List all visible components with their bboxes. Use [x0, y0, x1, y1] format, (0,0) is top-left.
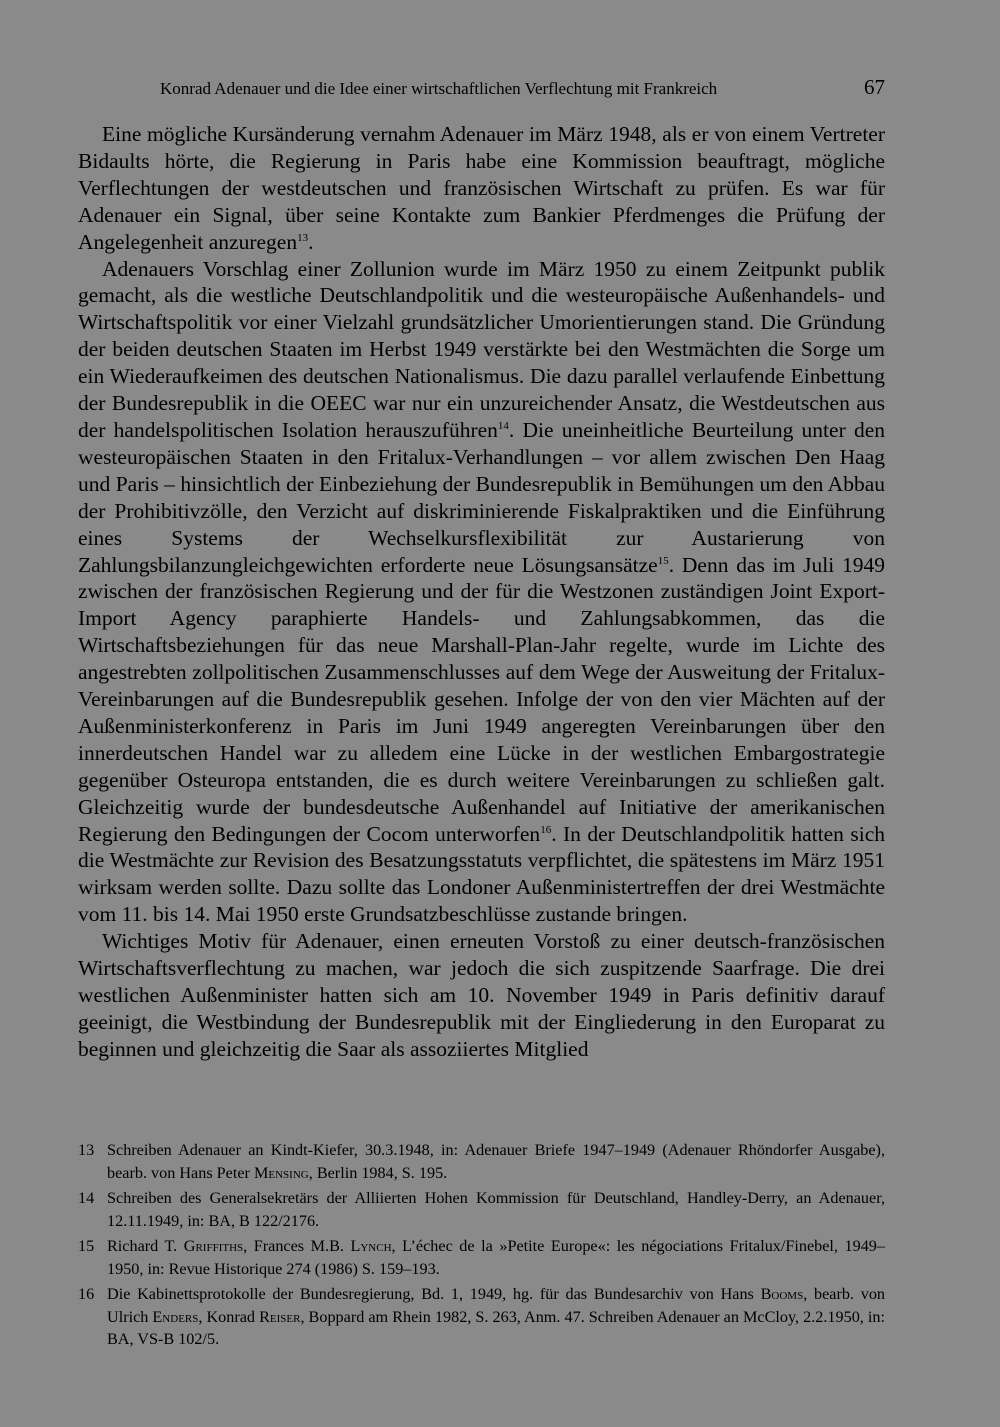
footnote-ref[interactable]: 16	[540, 823, 552, 836]
running-title: Konrad Adenauer und die Idee einer wirtschaftlichen Verflechtung mit Frankreich	[160, 79, 718, 98]
page-number: 67	[864, 75, 885, 99]
paragraph-text: . Die uneinheitliche Beurteilung unter den westeuropäischen Staaten in den Fritalux-Verhandlungen – vor allem zwischen Den Haag und Paris – hinsichtlich der Einbeziehung der Bundesrepublik in Bemühungen um den Abbau der Prohibitivzölle, den Verzicht auf diskriminierende Fiskalpraktiken und die Einführung eines Systems der Wechselkursflexibilität zur Austarierung von Zahlungsbilanzungleichgewichten erforderte neue Lösungsansätze	[78, 417, 885, 577]
author-name: Griffiths	[183, 1237, 244, 1255]
footnote-text-part: , Boppard am Rhein 1982, S. 263, Anm. 47. Schreiben Adenauer an McCloy, 2.2.1950, in: BA, VS-B 102/5.	[107, 1307, 885, 1348]
footnote-text: Schreiben des Generalsekretärs der Alliierten Hohen Kommission für Deutschland, Handley-Derry, an Adenauer, 12.11.1949, in: BA, B 122/2176.	[107, 1189, 885, 1230]
footnote-ref[interactable]: 15	[657, 554, 669, 567]
author-name: Enders	[152, 1307, 199, 1326]
paragraph-text: .	[308, 229, 314, 254]
footnote-number: 14	[78, 1189, 95, 1207]
paragraph	[78, 121, 885, 256]
paragraph-text: Eine mögliche Kursänderung vernahm Adenauer im März 1948, als er von einem Vertreter Bidaults hörte, die Regierung in Paris habe eine Kommission beauftragt, mögliche Verflechtungen der westdeutschen und französischen Wirtschaft zu prüfen. Es war für Adenauer ein Signal, über seine Kontakte zum Bankier Pferdmenges die Prüfung der Angelegenheit anzuregen	[78, 122, 885, 254]
footnote-text	[107, 1283, 885, 1351]
footnote-text-part: , Konrad	[198, 1307, 260, 1326]
paragraph-text: . In der Deutschlandpolitik hatten sich die Westmächte zur Revision des Besatzungsstatuts verpflichtet, die spätestens im März 1951 wirksam werden sollte. Dazu sollte das Londoner Außenministertreffen der drei Westmächte vom 11. bis 14. Mai 1950 erste Grundsatzbeschlüsse zustande bringen.	[78, 821, 886, 927]
footnote	[78, 1283, 885, 1351]
footnote-text-part: Richard T.	[107, 1237, 184, 1255]
footnote-number: 15	[78, 1237, 95, 1255]
footnote	[78, 1187, 885, 1232]
author-name: Reiser	[259, 1307, 301, 1326]
body-text	[78, 121, 885, 1063]
footnote-text-part: , bearb. von Ulrich	[107, 1285, 886, 1326]
footnote-text	[107, 1235, 885, 1280]
paragraph-text: Adenauers Vorschlag einer Zollunion wurde im März 1950 zu einem Zeitpunkt publik gemacht, als die westliche Deutschlandpolitik und die westeuropäische Außenhandels- und Wirtschaftspolitik vor einer Vielzahl grundsätzlicher Umorientierungen stand. Die Gründung der beiden deutschen Staaten im Herbst 1949 verstärkte bei den Westmächten die Sorge um ein Wiederaufkeimen des deutschen Nationalismus. Die dazu parallel verlaufende Einbettung der Bundesrepublik in die OEEC war nur ein unzureichender Ansatz, die Westdeutschen aus der handelspolitischen Isolation herauszuführen	[78, 256, 885, 442]
footnote-number: 16	[78, 1285, 95, 1303]
paragraph-text: . Denn das im Juli 1949 zwischen der französischen Regierung und der für die Westzonen zuständigen Joint Export-Import Agency paraphierte Handels- und Zahlungsabkommen, das die Wirtschaftsbeziehungen für das neue Marshall-Plan-Jahr regelte, wurde im Lichte des angestrebten zollpolitischen Zusammenschlusses auf dem Wege der Ausweitung der Fritalux-Vereinbarungen auf die Bundesrepublik gesehen. Infolge der von den vier Mächten auf der Außenministerkonferenz in Paris im Juni 1949 angeregten Vereinbarungen über den innerdeutschen Handel war zu alledem eine Lücke in der westlichen Embargostrategie gegenüber Osteuropa entstanden, die es durch weitere Vereinbarungen zu schließen galt. Gleichzeitig wurde der bundesdeutsche Außenhandel auf Initiative der amerikanischen Regierung den Bedingungen der Cocom unterworfen	[78, 552, 885, 846]
paragraph	[78, 256, 885, 929]
footnote-number: 13	[78, 1141, 95, 1159]
author-name: Booms	[760, 1285, 804, 1303]
footnote-text-part: Schreiben Adenauer an Kindt-Kiefer, 30.3.1948, in: Adenauer Briefe 1947–1949 (Adenauer Rhöndorfer Ausgabe), bearb. von Hans Peter	[107, 1141, 885, 1182]
footnote-text-part: Die Kabinettsprotokolle der Bundesregierung, Bd. 1, 1949, hg. für das Bundesarchiv von Hans	[107, 1285, 761, 1303]
author-name: Lynch	[350, 1237, 392, 1255]
footnote-text-part: , Frances M.B.	[243, 1237, 351, 1255]
footnote	[78, 1235, 885, 1280]
footnote-ref[interactable]: 13	[297, 231, 309, 244]
paragraph	[78, 928, 885, 1063]
footnote-text-part: , L’échec de la »Petite Europe«: les négociations Fritalux/Finebel, 1949–1950, in: Revue Historique 274 (1986) S. 159–193.	[107, 1237, 885, 1278]
footnote	[78, 1139, 885, 1184]
author-name: Mensing	[254, 1163, 309, 1182]
footnote-ref[interactable]: 14	[497, 419, 509, 432]
paragraph-text: Wichtiges Motiv für Adenauer, einen erneuten Vorstoß zu einer deutsch-französischen Wirtschaftsverflechtung zu machen, war jedoch die sich zuspitzende Saarfrage. Die drei westlichen Außenminister hatten sich am 10. November 1949 in Paris definitiv darauf geeinigt, die Westbindung der Bundesrepublik mit der Eingliederung in den Europarat zu beginnen und gleichzeitig die Saar als assoziiertes Mitglied	[78, 929, 885, 1061]
footnotes	[78, 1139, 885, 1354]
footnote-text	[107, 1139, 885, 1184]
footnote-text-part: , Berlin 1984, S. 195.	[308, 1163, 448, 1182]
running-head	[160, 77, 885, 101]
